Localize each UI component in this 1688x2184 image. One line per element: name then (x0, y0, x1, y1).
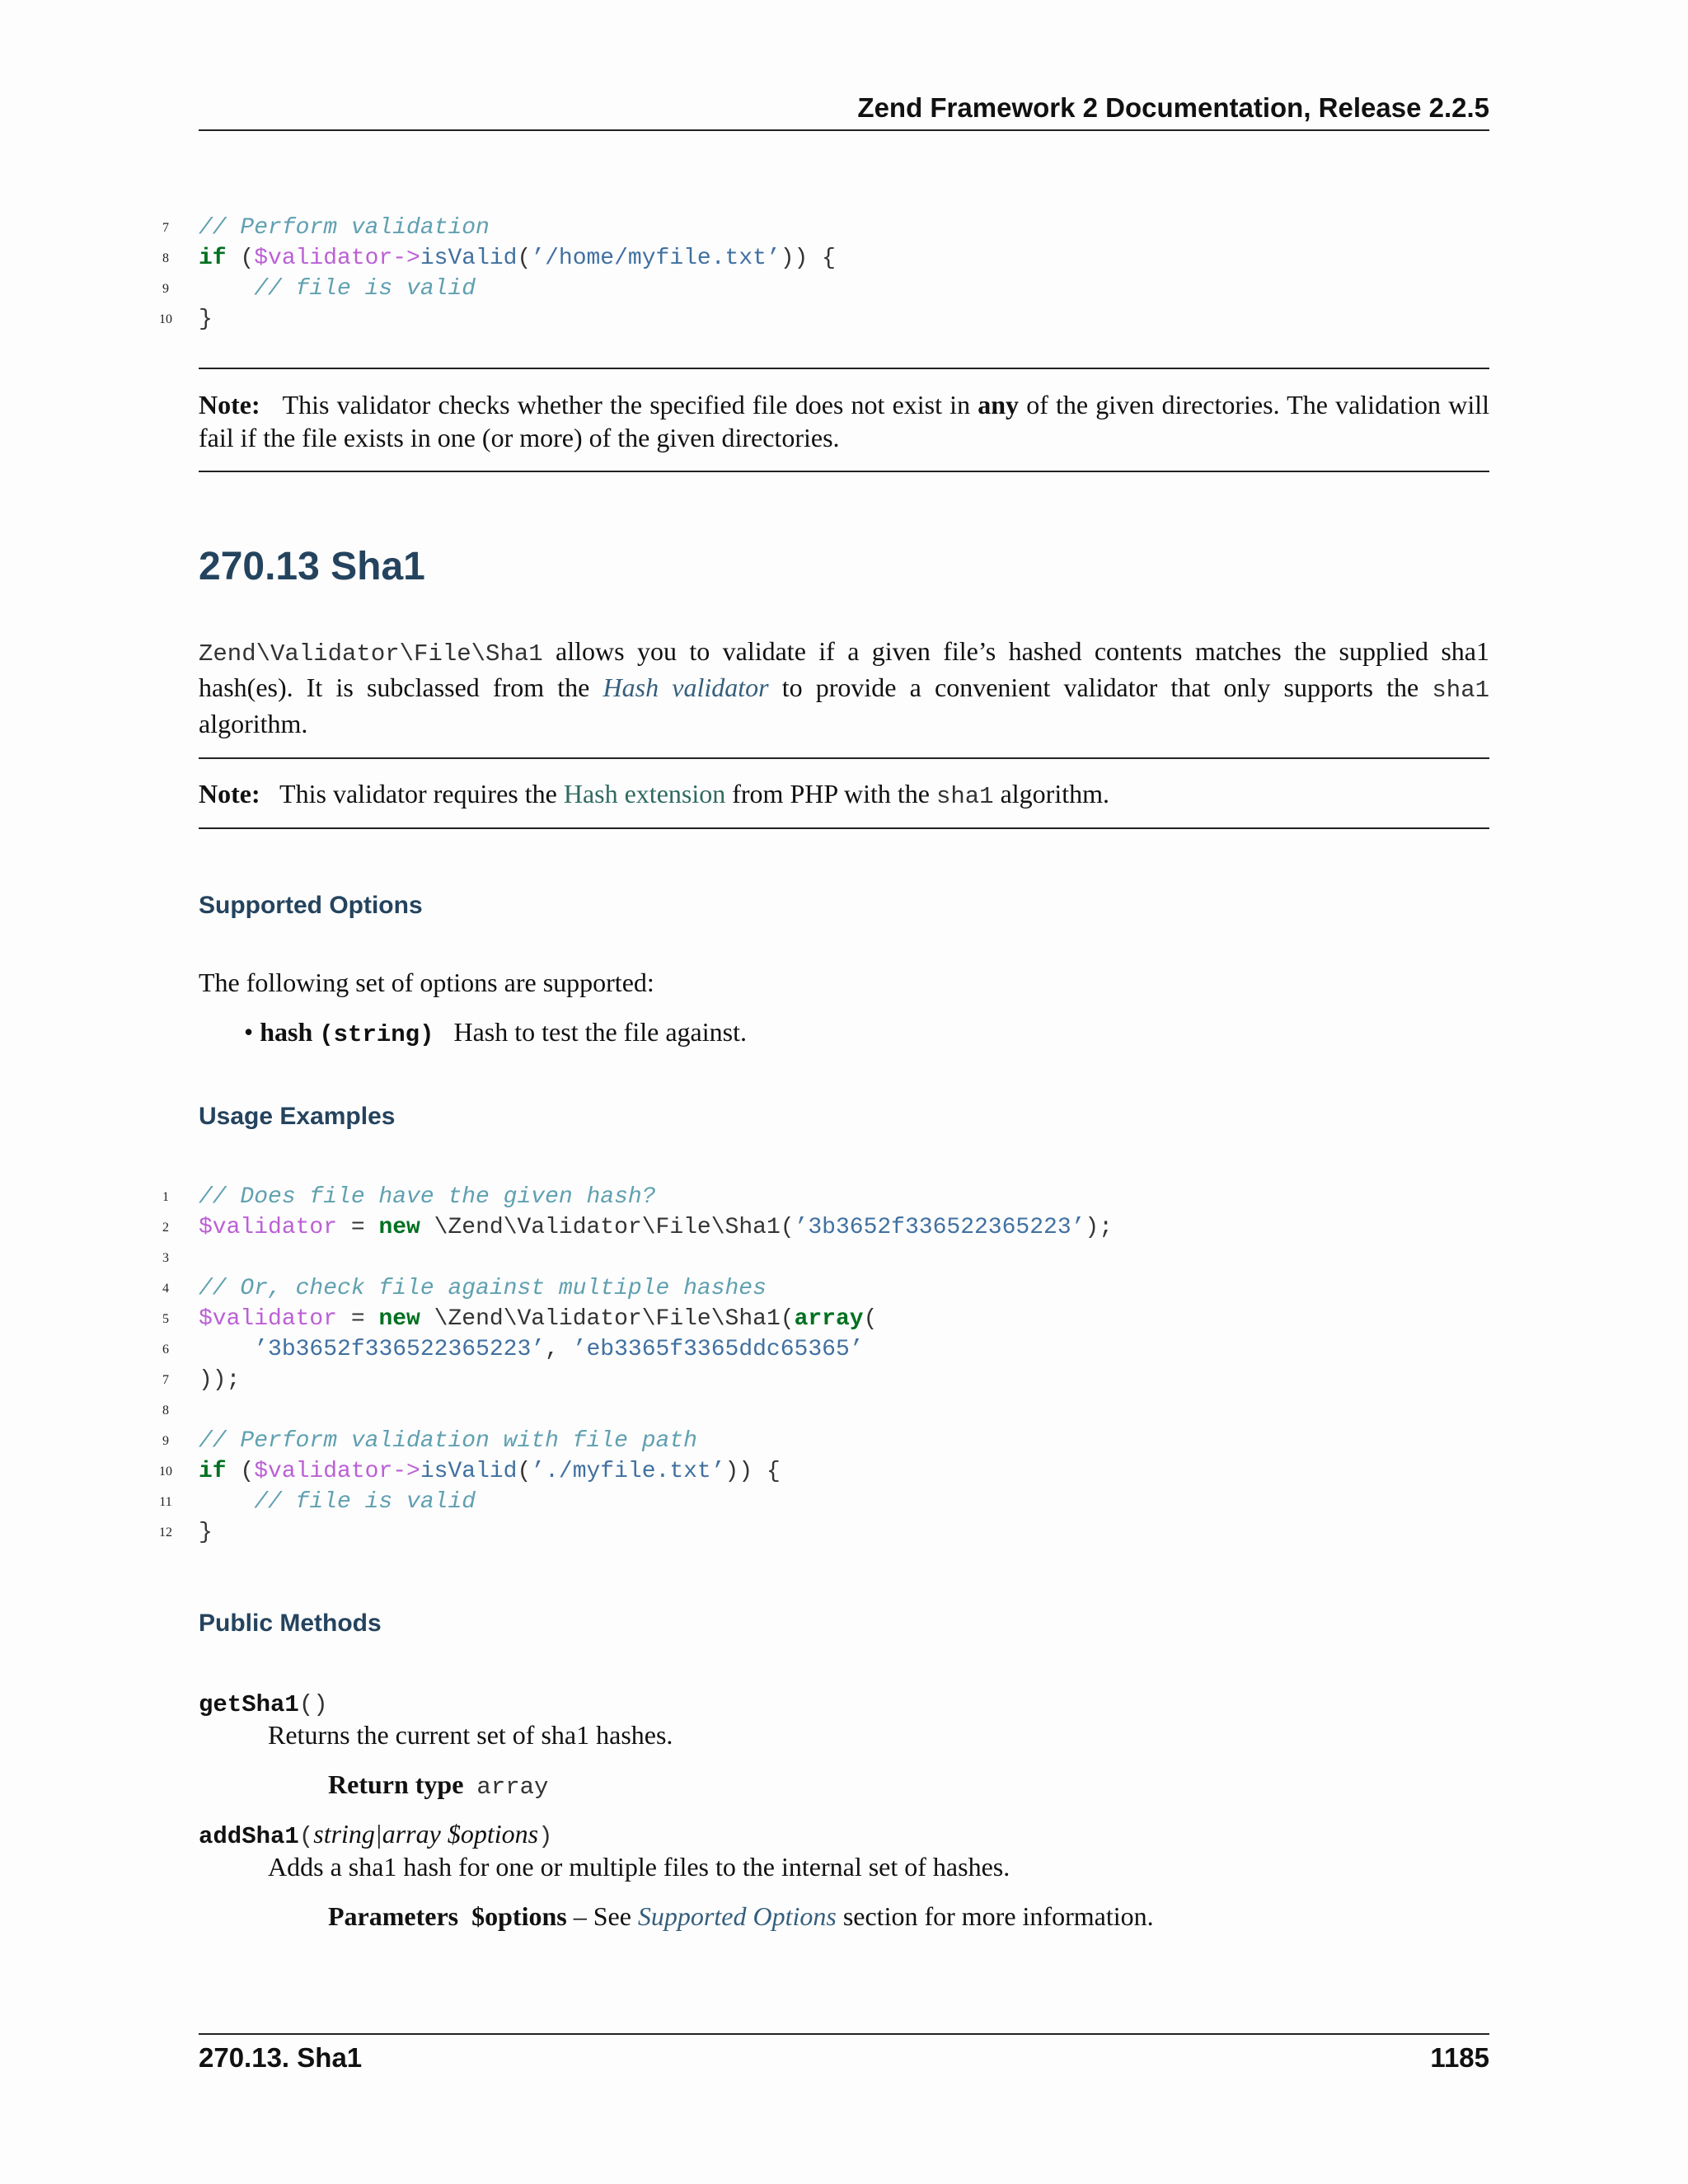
option-name: hash (260, 1017, 313, 1047)
method-args: string|array $options (313, 1819, 539, 1849)
code-punct: ( (863, 1306, 878, 1332)
line-number: 8 (162, 1404, 169, 1418)
code-operator: = (337, 1215, 379, 1240)
code-line (162, 243, 836, 274)
code-variable: $validator (199, 1215, 338, 1240)
intro-text: to provide a convenient validator that only supports the (768, 673, 1432, 702)
note-text: algorithm. (993, 779, 1109, 808)
code-line (162, 1304, 1113, 1334)
inline-code: sha1 (1432, 677, 1490, 704)
code-line (162, 213, 836, 243)
code-punct: )); (199, 1367, 241, 1393)
code-punct: ( (226, 1459, 255, 1484)
intro-text: algorithm. (199, 709, 308, 738)
code-comment: // file is valid (199, 1489, 476, 1515)
line-number: 8 (162, 251, 169, 265)
method-signature: () (298, 1691, 328, 1718)
code-comment: // Or, check file against multiple hashes (199, 1276, 767, 1301)
code-keyword: array (794, 1306, 864, 1332)
line-number: 9 (162, 282, 169, 296)
line-number: 2 (162, 1221, 169, 1235)
line-number: 5 (162, 1312, 169, 1326)
code-block-usage (159, 1182, 1114, 1548)
option-item (244, 1015, 1480, 1052)
method-signature: ( (298, 1823, 314, 1850)
code-operator: -> (392, 246, 420, 271)
line-number: 3 (162, 1251, 169, 1265)
code-line (159, 304, 836, 335)
code-comment: // Does file have the given hash? (199, 1184, 656, 1210)
footer-section: 270.13. Sha1 (199, 2042, 363, 2073)
note-rule-top (199, 757, 1489, 759)
code-line (162, 1365, 1113, 1395)
note-rule-bottom (199, 471, 1489, 472)
line-number: 7 (162, 1373, 169, 1387)
note-rule-top (199, 368, 1489, 369)
line-number: 4 (162, 1282, 169, 1296)
supported-options-heading: Supported Options (199, 892, 423, 919)
code-string: ’3b3652f336522365223’ (254, 1337, 546, 1362)
note-emphasis: any (978, 390, 1020, 419)
code-class: \Zend\Validator\File\Sha1( (420, 1306, 795, 1332)
code-variable: $validator (199, 1306, 338, 1332)
code-line (162, 1395, 1113, 1426)
code-string: ’eb3365f3365ddc65365’ (572, 1337, 864, 1362)
code-punct: ( (226, 246, 255, 271)
line-number: 9 (162, 1434, 169, 1448)
code-string: ’./myfile.txt’ (531, 1459, 725, 1484)
code-operator: = (337, 1306, 379, 1332)
code-class: \Zend\Validator\File\Sha1( (420, 1215, 795, 1240)
footer-rule (199, 2033, 1489, 2035)
code-punct: ); (1085, 1215, 1114, 1240)
code-operator: -> (392, 1459, 420, 1484)
section-heading: 270.13 Sha1 (199, 545, 425, 588)
code-keyword: new (378, 1215, 420, 1240)
option-type: (string) (319, 1021, 434, 1048)
code-line (162, 1243, 1113, 1273)
line-number: 10 (159, 1465, 172, 1479)
line-number: 12 (159, 1526, 172, 1540)
line-number: 10 (159, 312, 172, 326)
code-indent (199, 1337, 254, 1362)
note-validation (199, 388, 1489, 454)
param-name: $options (471, 1901, 567, 1931)
code-line (162, 1273, 1113, 1304)
intro-text: allows you to validate if a given file’s hashed contents matches the supplied sha1 hash(es). It is subclassed from the (199, 636, 1489, 702)
usage-examples-heading: Usage Examples (199, 1103, 396, 1130)
code-line (162, 1426, 1113, 1456)
method-getsha1-signature (199, 1685, 1489, 1722)
running-header: Zend Framework 2 Documentation, Release 2.2.5 (857, 92, 1489, 123)
code-comment: // Perform validation with file path (199, 1428, 697, 1454)
code-comment: // file is valid (199, 276, 476, 302)
options-lead: The following set of options are supported: (199, 968, 654, 997)
line-number: 7 (162, 221, 169, 235)
code-keyword: if (199, 1459, 227, 1484)
note-text: of the given directories. The validation will fail if the file exists in one (or more) of the given directories. (199, 390, 1490, 452)
public-methods-heading: Public Methods (199, 1610, 382, 1637)
code-comment: // Perform validation (199, 215, 490, 241)
inline-code: sha1 (935, 783, 994, 810)
code-line (159, 1517, 1113, 1548)
code-punct: } (199, 1520, 213, 1545)
option-desc: Hash to test the file against. (453, 1017, 747, 1047)
line-number: 1 (162, 1190, 169, 1204)
code-punct: )) { (780, 246, 836, 271)
note-label: Note: (199, 779, 260, 808)
code-punct: ( (517, 1459, 532, 1484)
code-punct: , (545, 1337, 573, 1362)
code-punct: ( (517, 246, 532, 271)
note-extension (199, 777, 1489, 813)
code-string: ’/home/myfile.txt’ (531, 246, 781, 271)
code-line (162, 1334, 1113, 1365)
method-addsha1-desc: Adds a sha1 hash for one or multiple files to the internal set of hashes. (268, 1852, 1010, 1882)
code-function: isValid (420, 246, 518, 271)
note-rule-bottom (199, 827, 1489, 829)
code-variable: $validator (254, 246, 393, 271)
method-name: addSha1 (199, 1823, 299, 1850)
method-addsha1-params (328, 1900, 1482, 1933)
code-function: isValid (420, 1459, 518, 1484)
line-number: 11 (159, 1495, 172, 1509)
code-line (162, 274, 836, 304)
note-label: Note: (199, 390, 260, 419)
field-label: Return type (328, 1769, 464, 1799)
code-variable: $validator (254, 1459, 393, 1484)
method-signature: ) (538, 1823, 553, 1850)
method-name: getSha1 (199, 1691, 299, 1718)
note-text: from PHP with the (725, 779, 936, 808)
code-keyword: new (378, 1306, 420, 1332)
inline-code: Zend\Validator\File\Sha1 (199, 640, 543, 668)
return-type: array (476, 1774, 549, 1801)
line-number: 6 (162, 1343, 169, 1357)
param-text: section for more information. (836, 1901, 1154, 1931)
code-line (162, 1212, 1114, 1243)
hash-extension-link[interactable]: Hash extension (563, 779, 726, 808)
note-text: This validator checks whether the specified file does not exist in (282, 390, 978, 419)
code-line (162, 1182, 1113, 1212)
code-keyword: if (199, 246, 227, 271)
code-punct: } (199, 307, 213, 332)
param-text: – See (566, 1901, 638, 1931)
page-number: 1185 (1430, 2042, 1489, 2073)
method-getsha1-return (328, 1768, 1482, 1804)
code-line (159, 1456, 1113, 1487)
note-text: This validator requires the (279, 779, 564, 808)
method-addsha1-signature (199, 1817, 1489, 1854)
code-punct: )) { (724, 1459, 781, 1484)
section-intro (199, 635, 1489, 740)
hash-validator-link[interactable]: Hash validator (603, 673, 769, 702)
method-getsha1-desc: Returns the current set of sha1 hashes. (268, 1720, 673, 1750)
code-block-validation (159, 213, 836, 335)
header-rule (199, 129, 1489, 131)
code-line (159, 1487, 1113, 1517)
code-string: ’3b3652f336522365223’ (794, 1215, 1085, 1240)
supported-options-link[interactable]: Supported Options (637, 1901, 837, 1931)
field-label: Parameters (328, 1901, 459, 1931)
bullet-icon: • (244, 1017, 260, 1047)
